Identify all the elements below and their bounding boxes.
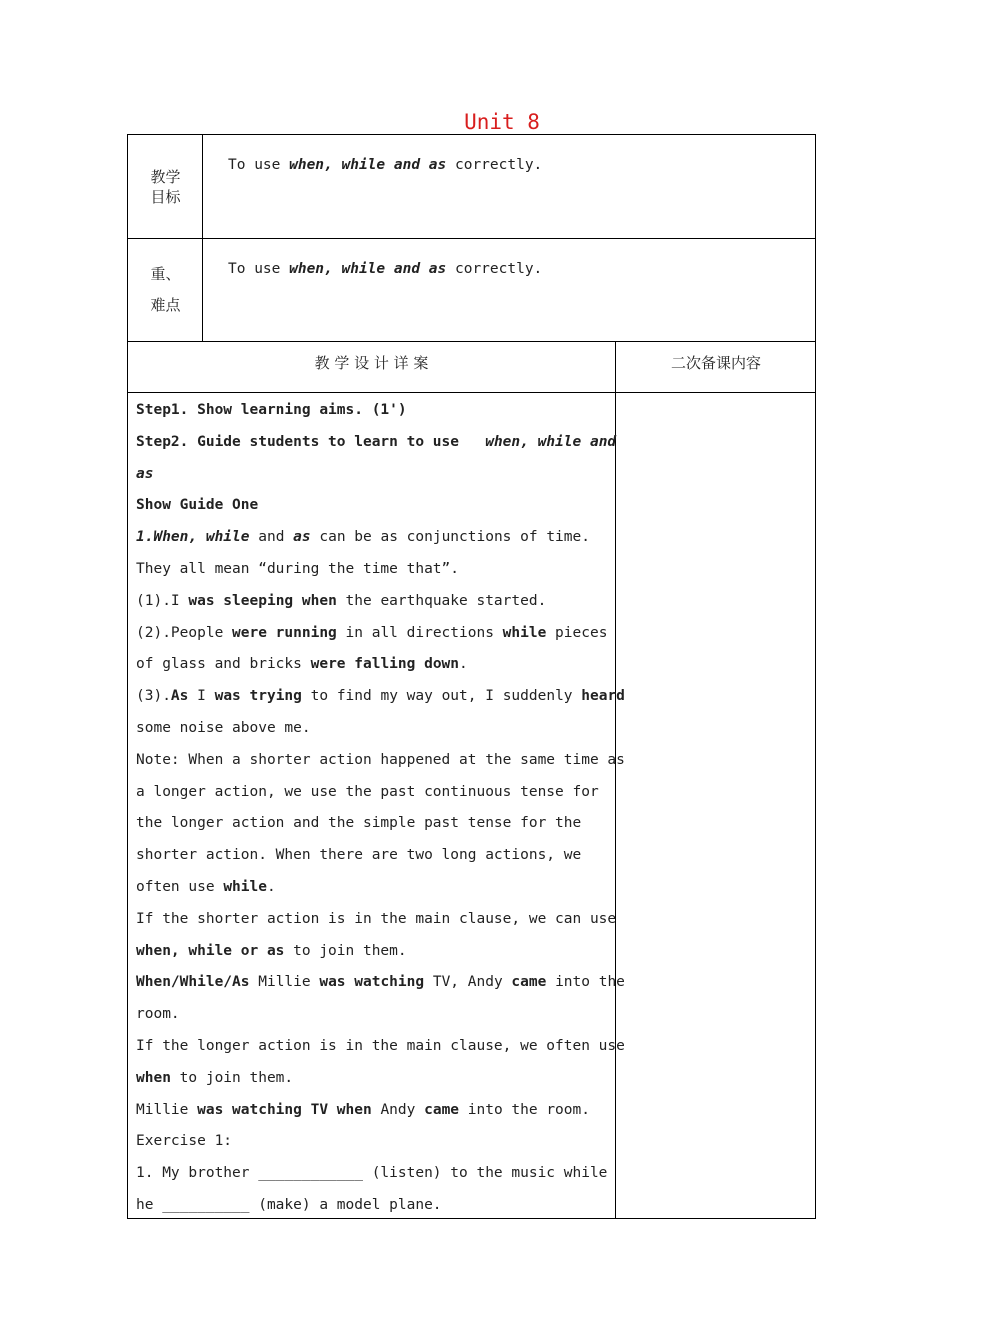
- secondary-header: 二次备课内容: [670, 354, 761, 372]
- exercise-question: he __________ (make) a model plane.: [136, 1196, 442, 1213]
- text-line: 1.When, while and as can be as conjunctions of time.: [136, 529, 590, 546]
- text-line: If the longer action is in the main clause, we often use: [136, 1037, 625, 1054]
- text-line: (2).People were running in all directions while pieces: [136, 624, 608, 641]
- lesson-plan-table: [127, 134, 816, 1219]
- text-line: They all mean “during the time that”.: [136, 560, 460, 577]
- exercise-question: 1. My brother ____________ (listen) to the music while: [136, 1165, 608, 1182]
- text-line: the longer action and the simple past tense for the: [136, 815, 582, 832]
- text-line: of glass and bricks were falling down.: [136, 656, 468, 673]
- text-line: Show Guide One: [136, 497, 259, 514]
- lesson-content: [136, 395, 625, 1222]
- text-line: Step2. Guide students to learn to use when, while and: [136, 433, 617, 450]
- text-line: Note: When a shorter action happened at the same time as: [136, 751, 625, 768]
- design-header: 教 学 设 计 详 案: [314, 354, 429, 372]
- objectives-text: To use when, while and as correctly.: [228, 157, 543, 173]
- row-divider: [128, 341, 815, 342]
- text-line: (3).As I was trying to find my way out, I suddenly heard: [136, 688, 625, 705]
- text-line: some noise above me.: [136, 719, 311, 736]
- notes-column-divider: [615, 341, 616, 1218]
- text-line: (1).I was sleeping when the earthquake started.: [136, 592, 547, 609]
- text-line: often use while.: [136, 878, 276, 895]
- keypoints-label: 重、 难点: [150, 265, 181, 314]
- text-line: Exercise 1:: [136, 1133, 233, 1150]
- text-line: room.: [136, 1006, 180, 1023]
- text-line: a longer action, we use the past continuous tense for: [136, 783, 599, 800]
- page-title: Unit 8: [464, 110, 540, 134]
- row-divider: [128, 392, 815, 393]
- text-line: as: [136, 465, 154, 482]
- text-line: shorter action. When there are two long actions, we: [136, 847, 582, 864]
- text-line: When/While/As Millie was watching TV, Andy came into the: [136, 974, 625, 991]
- objectives-label: 教学 目标: [150, 168, 181, 206]
- keypoints-text: To use when, while and as correctly.: [228, 261, 543, 277]
- text-line: when, while or as to join them.: [136, 942, 407, 959]
- text-line: when to join them.: [136, 1069, 294, 1086]
- text-line: Millie was watching TV when Andy came into the room.: [136, 1101, 590, 1118]
- row-divider: [128, 238, 815, 239]
- text-line: Step1. Show learning aims. (1'): [136, 402, 407, 418]
- text-line: If the shorter action is in the main clause, we can use: [136, 910, 617, 927]
